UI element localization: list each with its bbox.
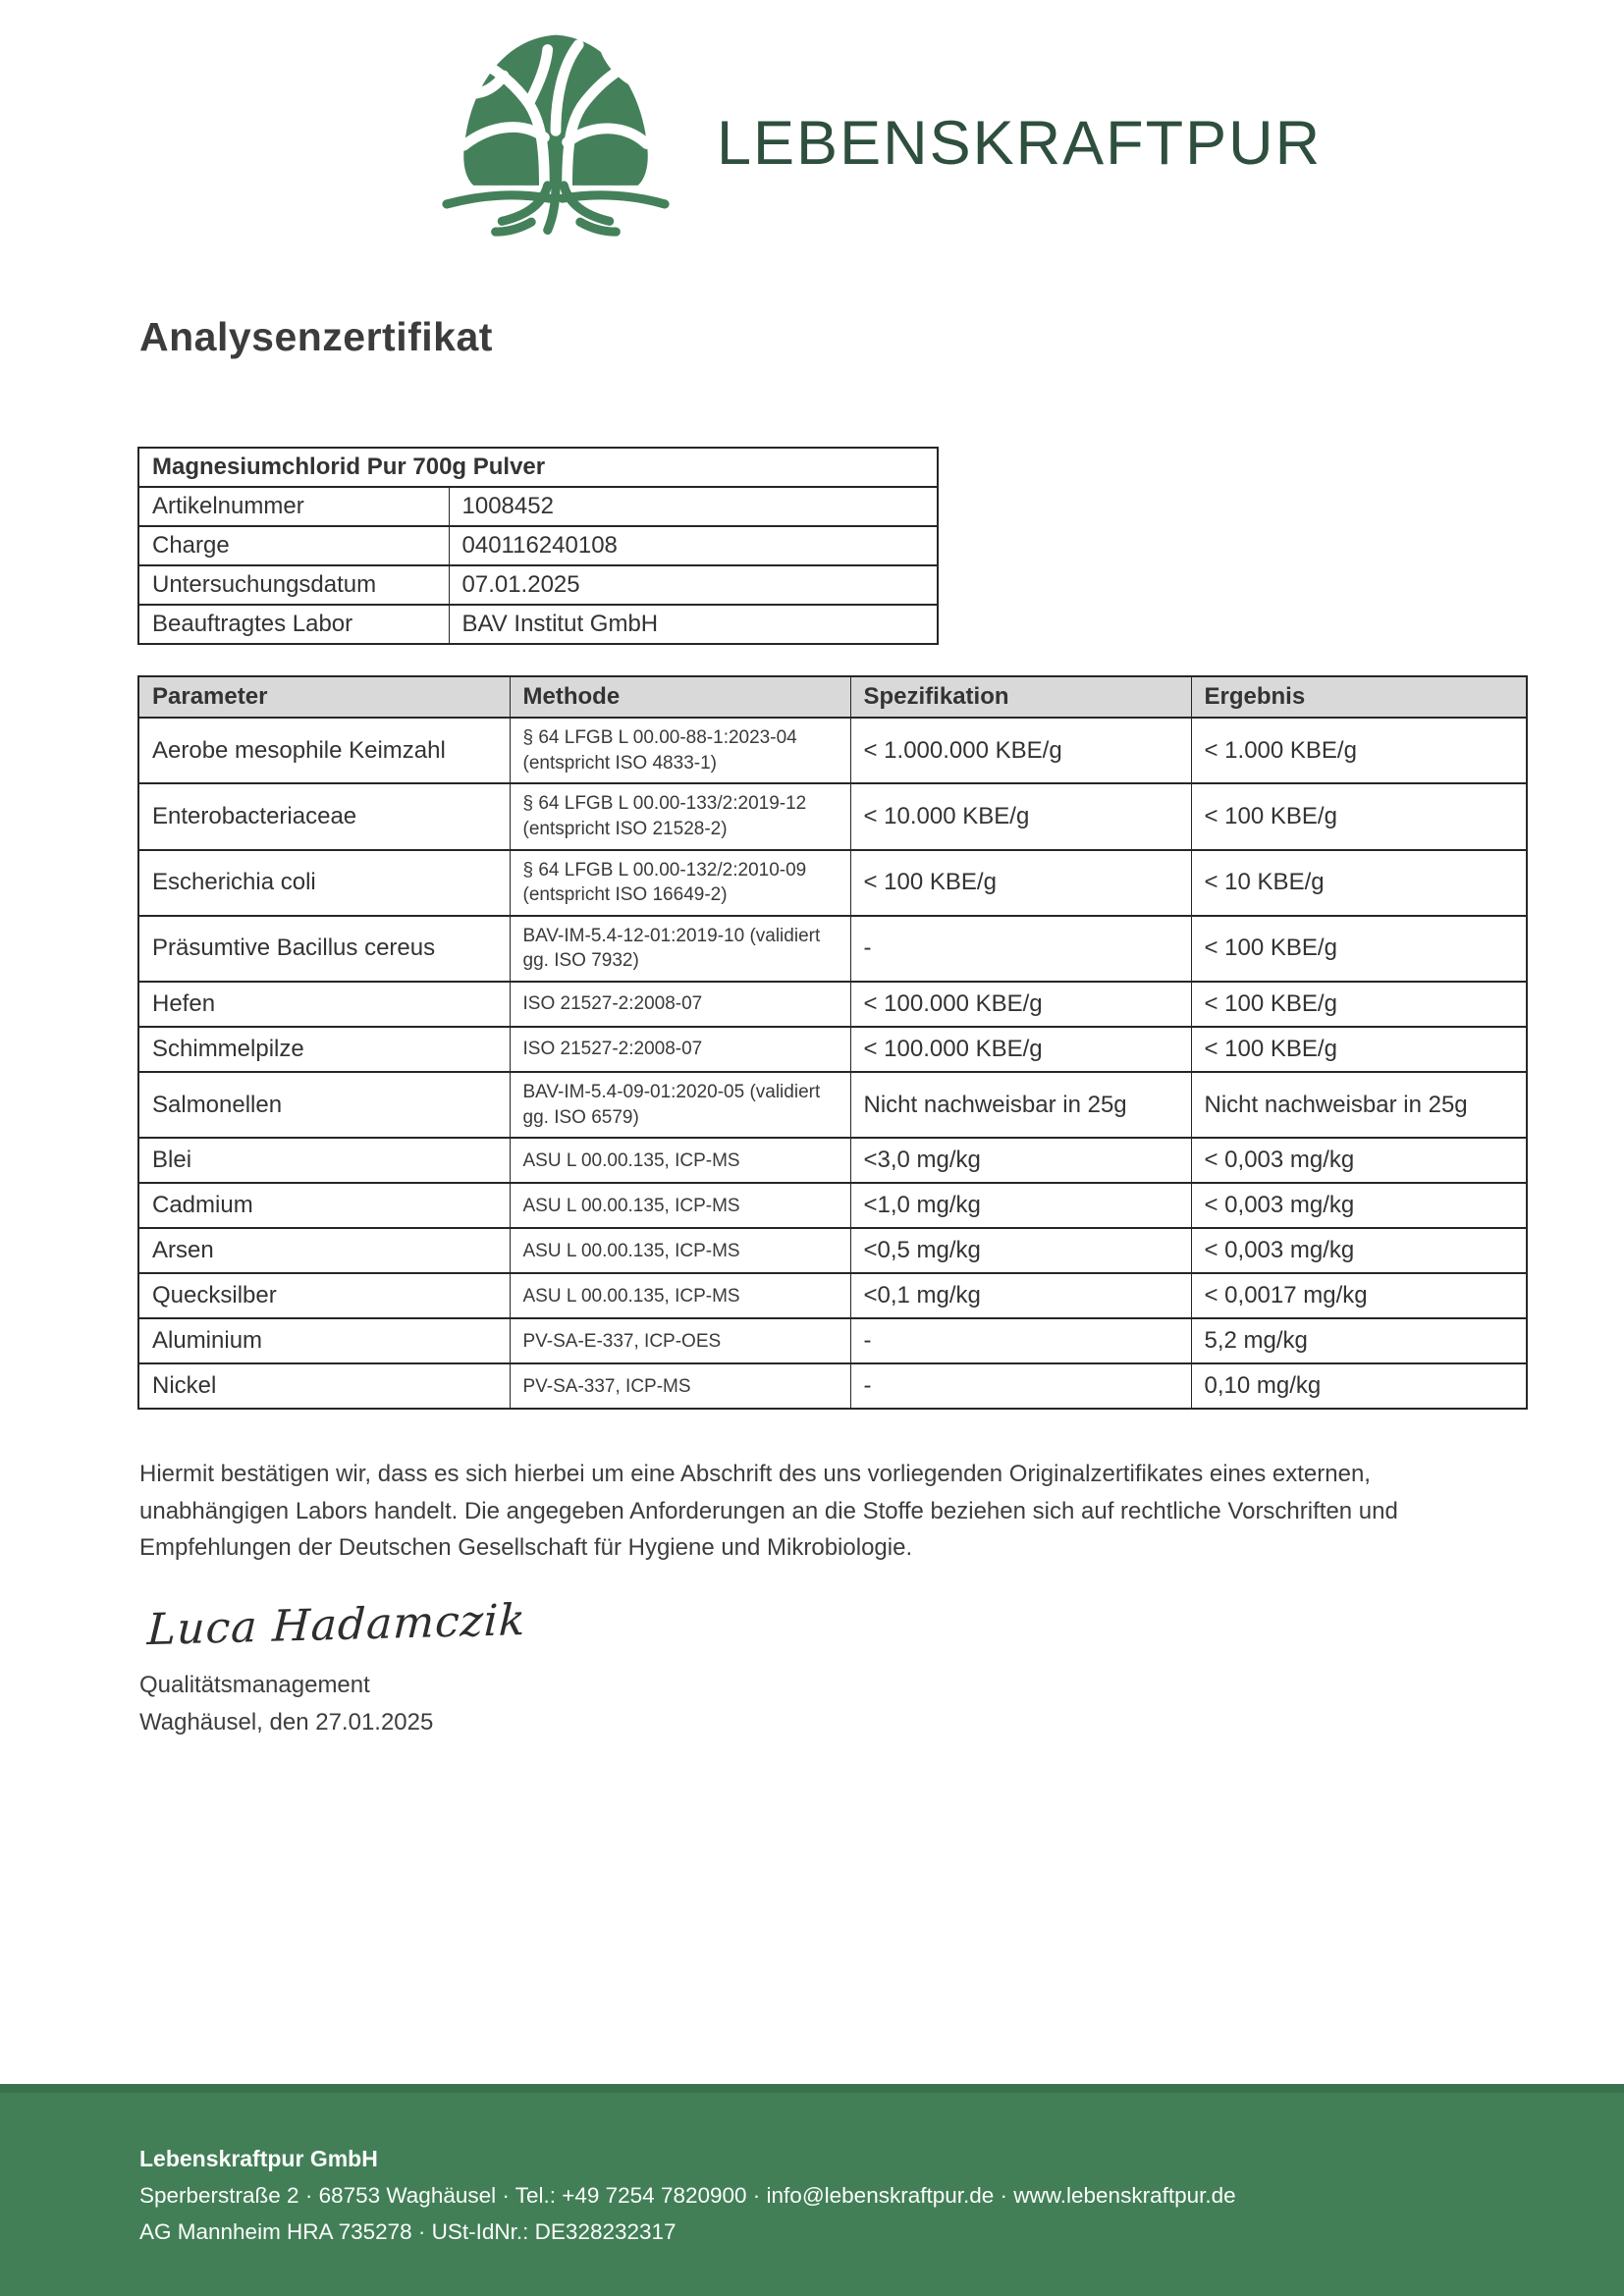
column-header-ergebnis: Ergebnis [1191,676,1527,718]
cell-spezifikation: < 100.000 KBE/g [850,1027,1191,1072]
info-value: 040116240108 [449,526,938,565]
cell-methode: ASU L 00.00.135, ICP-MS [510,1183,850,1228]
table-row [138,1138,1527,1183]
product-info-rows [138,448,938,644]
cell-ergebnis: < 10 KBE/g [1191,850,1527,916]
cell-parameter: Arsen [138,1228,510,1273]
cell-spezifikation: - [850,1363,1191,1409]
table-row [138,1228,1527,1273]
cell-methode: BAV-IM-5.4-09-01:2020-05 (validiert gg. ISO 6579) [510,1072,850,1138]
table-row [138,487,938,526]
cell-methode: § 64 LFGB L 00.00-133/2:2019-12 (entspricht ISO 21528-2) [510,783,850,849]
cell-parameter: Blei [138,1138,510,1183]
logo-block [432,24,1322,251]
table-row [138,1027,1527,1072]
cell-parameter: Aluminium [138,1318,510,1363]
cell-ergebnis: < 100 KBE/g [1191,1027,1527,1072]
table-row [138,1273,1527,1318]
info-label: Artikelnummer [138,487,449,526]
cell-spezifikation: - [850,1318,1191,1363]
cell-ergebnis: < 0,0017 mg/kg [1191,1273,1527,1318]
table-row [138,526,938,565]
page-title: Analysenzertifikat [139,314,493,359]
cell-ergebnis: < 100 KBE/g [1191,982,1527,1027]
cell-methode: PV-SA-337, ICP-MS [510,1363,850,1409]
info-value: 07.01.2025 [449,565,938,605]
signature-place-date: Waghäusel, den 27.01.2025 [139,1709,434,1735]
table-row [138,982,1527,1027]
column-header-parameter: Parameter [138,676,510,718]
cell-ergebnis: < 0,003 mg/kg [1191,1228,1527,1273]
cell-ergebnis: < 100 KBE/g [1191,916,1527,982]
cell-parameter: Salmonellen [138,1072,510,1138]
table-row [138,1318,1527,1363]
info-label: Untersuchungsdatum [138,565,449,605]
cell-parameter: Aerobe mesophile Keimzahl [138,718,510,783]
tree-roots-icon [432,24,679,251]
signature-role: Qualitätsmanagement [139,1672,370,1698]
cell-parameter: Quecksilber [138,1273,510,1318]
cell-methode: PV-SA-E-337, ICP-OES [510,1318,850,1363]
footer-address-line: Sperberstraße 2 · 68753 Waghäusel · Tel.: +49 7254 7820900 · info@lebenskraftpur.de · www.lebenskraftpur.de [139,2183,1236,2208]
cell-ergebnis: < 0,003 mg/kg [1191,1183,1527,1228]
product-info-table [137,447,939,645]
cell-spezifikation: <0,5 mg/kg [850,1228,1191,1273]
signature-handwriting: Luca Hadamczik [145,1594,527,1656]
cell-parameter: Schimmelpilze [138,1027,510,1072]
cell-ergebnis: < 0,003 mg/kg [1191,1138,1527,1183]
cell-spezifikation: < 100.000 KBE/g [850,982,1191,1027]
cell-methode: ASU L 00.00.135, ICP-MS [510,1228,850,1273]
footer-company-name: Lebenskraftpur GmbH [139,2146,378,2171]
product-name: Magnesiumchlorid Pur 700g Pulver [138,448,938,487]
confirmation-paragraph: Hiermit bestätigen wir, dass es sich hierbei um eine Abschrift des uns vorliegenden Originalzertifikates eines externen, unabhängigen Labors handelt. Die angegeben Anforderungen an die Stoffe beziehen sich auf rechtliche Vorschriften und Empfehlungen der Deutschen Gesellschaft für Hygiene und Mikrobiologie. [139,1461,1398,1562]
brand-wordmark: LEBENSKRAFTPUR [717,109,1323,178]
table-row [138,448,938,487]
column-header-spezifikation: Spezifikation [850,676,1191,718]
footer-content [0,2093,1624,2250]
info-value: 1008452 [449,487,938,526]
table-row [138,916,1527,982]
cell-parameter: Präsumtive Bacillus cereus [138,916,510,982]
results-rows [138,718,1527,1409]
table-header-row [138,676,1527,718]
cell-ergebnis: 0,10 mg/kg [1191,1363,1527,1409]
cell-parameter: Hefen [138,982,510,1027]
cell-methode: ISO 21527-2:2008-07 [510,982,850,1027]
cell-spezifikation: <1,0 mg/kg [850,1183,1191,1228]
footer [0,2084,1624,2296]
table-row [138,718,1527,783]
cell-ergebnis: 5,2 mg/kg [1191,1318,1527,1363]
footer-register-line: AG Mannheim HRA 735278 · USt-IdNr.: DE328232317 [139,2219,677,2244]
cell-spezifikation: < 100 KBE/g [850,850,1191,916]
column-header-methode: Methode [510,676,850,718]
cell-methode: BAV-IM-5.4-12-01:2019-10 (validiert gg. ISO 7932) [510,916,850,982]
info-label: Beauftragtes Labor [138,605,449,644]
table-row [138,850,1527,916]
table-row [138,605,938,644]
table-row [138,1072,1527,1138]
info-label: Charge [138,526,449,565]
cell-ergebnis: < 100 KBE/g [1191,783,1527,849]
info-value: BAV Institut GmbH [449,605,938,644]
cell-methode: ISO 21527-2:2008-07 [510,1027,850,1072]
cell-parameter: Enterobacteriaceae [138,783,510,849]
cell-spezifikation: - [850,916,1191,982]
cell-spezifikation: <0,1 mg/kg [850,1273,1191,1318]
cell-spezifikation: < 10.000 KBE/g [850,783,1191,849]
table-row [138,1183,1527,1228]
table-row [138,565,938,605]
table-row [138,783,1527,849]
cell-methode: ASU L 00.00.135, ICP-MS [510,1273,850,1318]
table-row [138,1363,1527,1409]
cell-parameter: Escherichia coli [138,850,510,916]
results-table [137,675,1528,1410]
cell-ergebnis: Nicht nachweisbar in 25g [1191,1072,1527,1138]
cell-methode: § 64 LFGB L 00.00-88-1:2023-04 (entspricht ISO 4833-1) [510,718,850,783]
cell-spezifikation: Nicht nachweisbar in 25g [850,1072,1191,1138]
cell-spezifikation: <3,0 mg/kg [850,1138,1191,1183]
cell-methode: ASU L 00.00.135, ICP-MS [510,1138,850,1183]
cell-ergebnis: < 1.000 KBE/g [1191,718,1527,783]
cell-parameter: Nickel [138,1363,510,1409]
cell-methode: § 64 LFGB L 00.00-132/2:2010-09 (entspricht ISO 16649-2) [510,850,850,916]
cell-spezifikation: < 1.000.000 KBE/g [850,718,1191,783]
cell-parameter: Cadmium [138,1183,510,1228]
